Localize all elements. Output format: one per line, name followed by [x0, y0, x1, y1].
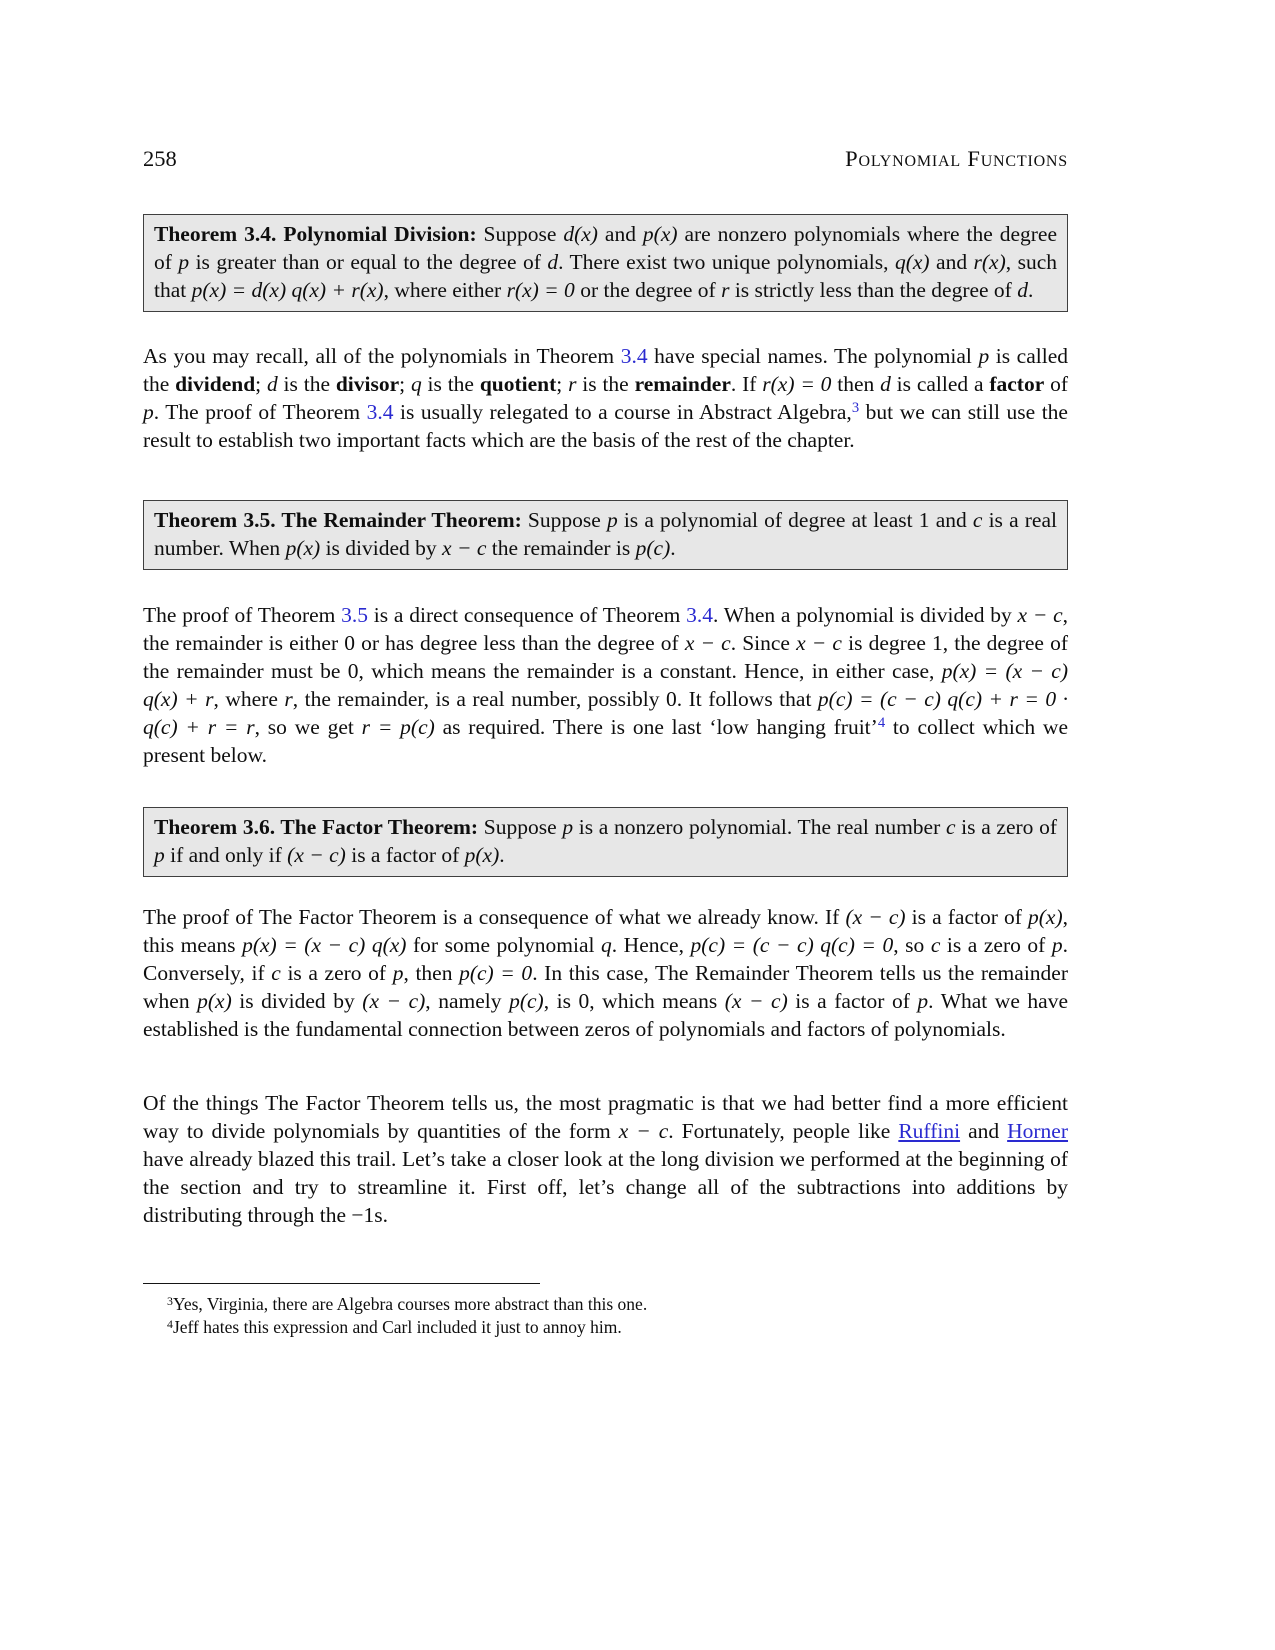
theorem-ref-link[interactable]: 3.4: [366, 400, 394, 424]
page-content: [143, 0, 1068, 1339]
math-inline: d: [1017, 278, 1028, 302]
footnote-rule: [143, 1283, 540, 1284]
paragraph-factor-theorem-proof: The proof of The Factor Theorem is a consequence of what we already know. If (x − c) is a factor of p(x), this means p(x) = (x − c) q(x) for some polynomial q. Hence, p(c) = (c − c) q(c) = 0, so c is a zero of p. Conversely, if c is a zero of p, then p(c) = 0. In this case, The Remainder Theorem tells us the remainder when p(x) is divided by (x − c), namely p(c), is 0, which means (x − c) is a factor of p. What we have established is the fundamental connection between zeros of polynomials and factors of polynomials.: [143, 905, 1069, 1041]
math-inline: r: [568, 372, 577, 396]
external-link[interactable]: Ruffini: [898, 1119, 961, 1143]
math-inline: p(c) = (c − c) q(c) + r = 0 · q(c) + r = r: [143, 687, 1068, 739]
math-inline: (x − c): [287, 843, 346, 867]
math-inline: p(x) = (x − c) q(x) + r: [143, 659, 1068, 711]
math-inline: p: [978, 344, 990, 368]
math-inline: p(x): [464, 843, 500, 867]
math-inline: (x − c): [724, 989, 788, 1013]
math-inline: p(c): [635, 536, 671, 560]
math-inline: d: [266, 372, 278, 396]
bold-term: Theorem 3.5. The Remainder Theorem:: [154, 508, 528, 532]
math-inline: (x − c): [362, 989, 426, 1013]
theorem-box-remainder-theorem: Theorem 3.5. The Remainder Theorem: Suppose p is a polynomial of degree at least 1 and c is a real number. When p(x) is divided by x − c the remainder is p(c).: [143, 500, 1068, 570]
math-inline: x − c: [618, 1119, 669, 1143]
bold-term: divisor: [335, 372, 400, 396]
math-inline: q: [601, 933, 612, 957]
paragraph-special-names: As you may recall, all of the polynomials in Theorem 3.4 have special names. The polynomial p is called the dividend; d is the divisor; q is the quotient; r is the remainder. If r(x) = 0 then d is called a factor of p. The proof of Theorem 3.4 is usually relegated to a course in Abstract Algebra,$^3$ but we can still use the result to establish two important facts which are the basis of the rest of the chapter.: [143, 344, 1068, 452]
bold-term: factor: [989, 372, 1045, 396]
bold-term: Theorem 3.6. The Factor Theorem:: [154, 815, 484, 839]
bold-term: dividend: [175, 372, 256, 396]
footnote-marker: 3: [167, 1293, 173, 1308]
math-inline: (x − c): [845, 905, 906, 929]
paragraph-remainder-theorem-proof: The proof of Theorem 3.5 is a direct consequence of Theorem 3.4. When a polynomial is divided by x − c, the remainder is either 0 or has degree less than the degree of x − c. Since x − c is degree 1, the degree of the remainder must be 0, which means the remainder is a constant. Hence, in either case, p(x) = (x − c) q(x) + r, where r, the remainder, is a real number, possibly 0. It follows that p(c) = (c − c) q(c) + r = 0 · q(c) + r = r, so we get r = p(c) as required. There is one last ‘low hanging fruit’$^4$ to collect which we present below.: [143, 603, 1069, 767]
math-inline: x − c: [442, 536, 487, 560]
math-inline: p(x): [642, 222, 678, 246]
paragraph-synthetic-division-intro: Of the things The Factor Theorem tells us, the most pragmatic is that we had better find a more efficient way to divide polynomials by quantities of the form x − c. Fortunately, people like Ruffini and Horner have already blazed this trail. Let’s take a closer look at the long division we performed at the beginning of the section and try to streamline it. First off, let’s change all of the subtractions into additions by distributing through the −1s.: [143, 1091, 1069, 1227]
math-inline: p(x) = d(x) q(x) + r(x): [191, 278, 384, 302]
footnote-4: $^4$Jeff hates this expression and Carl included it just to annoy him.: [167, 1316, 622, 1337]
bold-term: Theorem 3.4. Polynomial Division:: [154, 222, 484, 246]
footnote-ref-link[interactable]: 4: [877, 715, 886, 732]
running-header: Polynomial Functions: [845, 146, 1068, 171]
math-inline: q: [410, 372, 422, 396]
math-inline: d: [547, 250, 559, 274]
theorem-ref-link[interactable]: 3.5: [341, 603, 369, 627]
math-inline: x − c: [1017, 603, 1063, 627]
math-inline: p(c): [509, 989, 544, 1013]
math-inline: c: [945, 815, 956, 839]
math-inline: r: [721, 278, 730, 302]
math-inline: x − c: [796, 631, 842, 655]
math-inline: p: [562, 815, 574, 839]
math-inline: r: [284, 687, 293, 711]
math-inline: p: [917, 989, 929, 1013]
theorem-box-factor-theorem: Theorem 3.6. The Factor Theorem: Suppose p is a nonzero polynomial. The real number c is a zero of p if and only if (x − c) is a factor of p(x).: [143, 807, 1068, 877]
math-inline: p(x): [1028, 905, 1063, 929]
math-inline: d: [880, 372, 891, 396]
external-link[interactable]: Horner: [1007, 1119, 1069, 1143]
page-header: [143, 146, 1068, 172]
theorem-box-polynomial-division: Theorem 3.4. Polynomial Division: Suppose d(x) and p(x) are nonzero polynomials where the degree of p is greater than or equal to the degree of d. There exist two unique polynomials, q(x) and r(x), such that p(x) = d(x) q(x) + r(x), where either r(x) = 0 or the degree of r is strictly less than the degree of d.: [143, 214, 1068, 312]
math-inline: p(c) = 0: [459, 961, 533, 985]
math-inline: p: [154, 843, 165, 867]
math-inline: r = p(c): [361, 715, 435, 739]
bold-term: quotient: [479, 372, 557, 396]
footnote-ref-link[interactable]: 3: [851, 400, 860, 417]
math-inline: p: [392, 961, 404, 985]
math-inline: p(x): [285, 536, 321, 560]
footnote-marker: 4: [167, 1316, 173, 1331]
math-inline: p: [143, 400, 154, 424]
page-number: 258: [143, 146, 177, 171]
math-inline: c: [972, 508, 983, 532]
math-inline: c: [271, 961, 281, 985]
footnotes-block: [143, 1293, 1068, 1339]
bold-term: remainder: [634, 372, 731, 396]
theorem-ref-link[interactable]: 3.4: [686, 603, 714, 627]
math-inline: r(x): [973, 250, 1006, 274]
math-inline: d(x): [563, 222, 598, 246]
math-inline: p(x) = (x − c) q(x): [242, 933, 407, 957]
math-inline: p(x): [197, 989, 232, 1013]
math-inline: p: [606, 508, 618, 532]
math-inline: p(c) = (c − c) q(c) = 0: [690, 933, 894, 957]
math-inline: r(x) = 0: [506, 278, 575, 302]
math-inline: x − c: [684, 631, 731, 655]
math-inline: q(x): [894, 250, 930, 274]
math-inline: c: [930, 933, 941, 957]
theorem-ref-link[interactable]: 3.4: [620, 344, 648, 368]
footnote-3: $^3$Yes, Virginia, there are Algebra courses more abstract than this one.: [167, 1293, 648, 1314]
math-inline: r(x) = 0: [762, 372, 832, 396]
math-inline: p: [178, 250, 190, 274]
math-inline: p: [1051, 933, 1063, 957]
